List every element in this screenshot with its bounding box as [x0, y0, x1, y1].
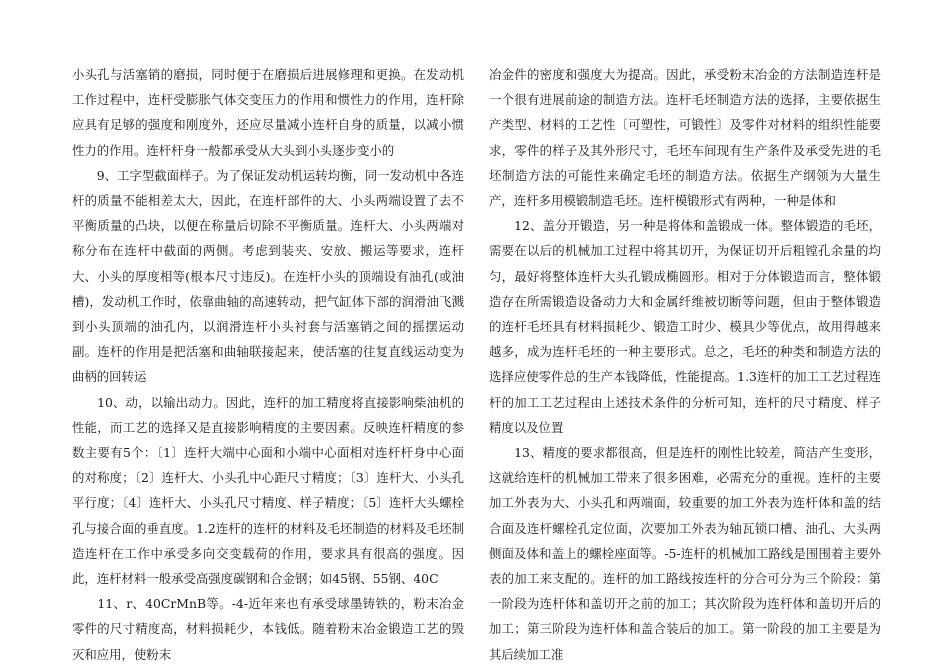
- paragraph-13: 13、精度的要求都很高，但是连杆的刚性比较差，简洁产生变形，这就给连杆的机械加工带来了很多困难，必需充分的重视。连杆的主要加工外表为大、小头孔和两端面，较重要的加工外表为连杆体和盖的结合面及连杆螺栓孔定位面，次要加工外表为轴瓦锁口槽、油孔、大头两侧面及体和盖上的螺栓座面等。-5-连杆的机械加工路线是围围着主要外表的加工来支配的。连杆的加工路线按连杆的分合可分为三个阶段：第一阶段为连杆体和盖切开之前的加工；其次阶段为连杆体和盖切开后的加工；第三阶段为连杆体和盖合装后的加工。第一阶段的加工主要是为其后续加工准: [489, 445, 881, 662]
- paragraph-12: 12、盖分开锻造，另一种是将体和盖锻成一体。整体锻造的毛坯，需要在以后的机械加工过程中将其切开，为保证切开后粗镗孔余量的均匀，最好将整体连杆大头孔锻成椭圆形。相对于分体锻造而言，整体锻造存在所需锻造设备动力大和金属纤维被切断等问题，但由于整体锻造的连杆毛坯具有材料损耗少、锻造工时少、模具少等优点，故用得越来越多，成为连杆毛坯的一种主要形式。总之，毛坯的种类和制造方法的选择应使零件总的生产本钱降低，性能提高。1.3连杆的加工工艺过程连杆的加工工艺过程由上述技术条件的分析可知，连杆的尺寸精度、样子精度以及位置: [489, 218, 881, 435]
- paragraph-11-continued: 冶金件的密度和强度大为提高。因此，承受粉末冶金的方法制造连杆是一个很有进展前途的制造方法。连杆毛坯制造方法的选择，主要依据生产类型、材料的工艺性〔可塑性，可锻性〕及零件对材料的组织性能要求，零件的样子及其外形尺寸，毛坯车间现有生产条件及承受先进的毛坯制造方法的可能性来确定毛坯的制造方法。依据生产纲领为大量生产，连杆多用模锻制造毛坯。连杆模锻形式有两种，一种是体和: [489, 67, 881, 209]
- paragraph-10: 10、动，以输出动力。因此，连杆的加工精度将直接影响柴油机的性能，而工艺的选择又是直接影响精度的主要因素。反映连杆精度的参数主要有5个：〔1〕连杆大端中心面和小端中心面相对连杆杆身中心面的对称度；〔2〕连杆大、小头孔中心距尺寸精度；〔3〕连杆大、小头孔平行度；〔4〕连杆大、小头孔尺寸精度、样子精度；〔5〕连杆大头螺栓孔与接合面的垂直度。1.2连杆的连杆的材料及毛坯制造的材料及毛坯制造连杆在工作中承受多向交变载荷的作用，要求具有很高的强度。因此，连杆材料一般承受高强度碳钢和合金钢；如45钢、55钢、40C: [72, 394, 464, 587]
- paragraph-1: 小头孔与活塞销的磨损，同时便于在磨损后进展修理和更换。在发动机工作过程中，连杆受膨胀气体交变压力的作用和惯性力的作用，连杆除应具有足够的强度和刚度外，还应尽量减小连杆自身的质量，以减小惯性力的作用。连杆杆身一般都承受从大头到小头逐步变小的: [72, 67, 464, 158]
- paragraph-11: 11、r、40CrMnB等。-4-近年来也有承受球墨铸铁的，粉末冶金零件的尺寸精度高，材料损耗少，本钱低。随着粉末冶金锻造工艺的毁灭和应用，使粉末: [72, 596, 464, 662]
- left-column: [72, 62, 464, 667]
- paragraph-9: 9、工字型截面样子。为了保证发动机运转均衡，同一发动机中各连杆的质量不能相差太大，因此，在连杆部件的大、小头两端设置了去不平衡质量的凸块，以便在称量后切除不平衡质量。连杆大、小头两端对称分布在连杆中截面的两侧。考虑到装夹、安放、搬运等要求，连杆大、小头的厚度相等(根本尺寸违反)。在连杆小头的顶端设有油孔(或油槽)，发动机工作时，依靠曲轴的高速转动，把气缸体下部的润滑油飞溅到小头顶端的油孔内，以润滑连杆小头衬套与活塞销之间的摇摆运动副。连杆的作用是把活塞和曲轴联接起来，使活塞的往复直线运动变为曲柄的回转运: [72, 167, 464, 385]
- right-column: [489, 62, 881, 667]
